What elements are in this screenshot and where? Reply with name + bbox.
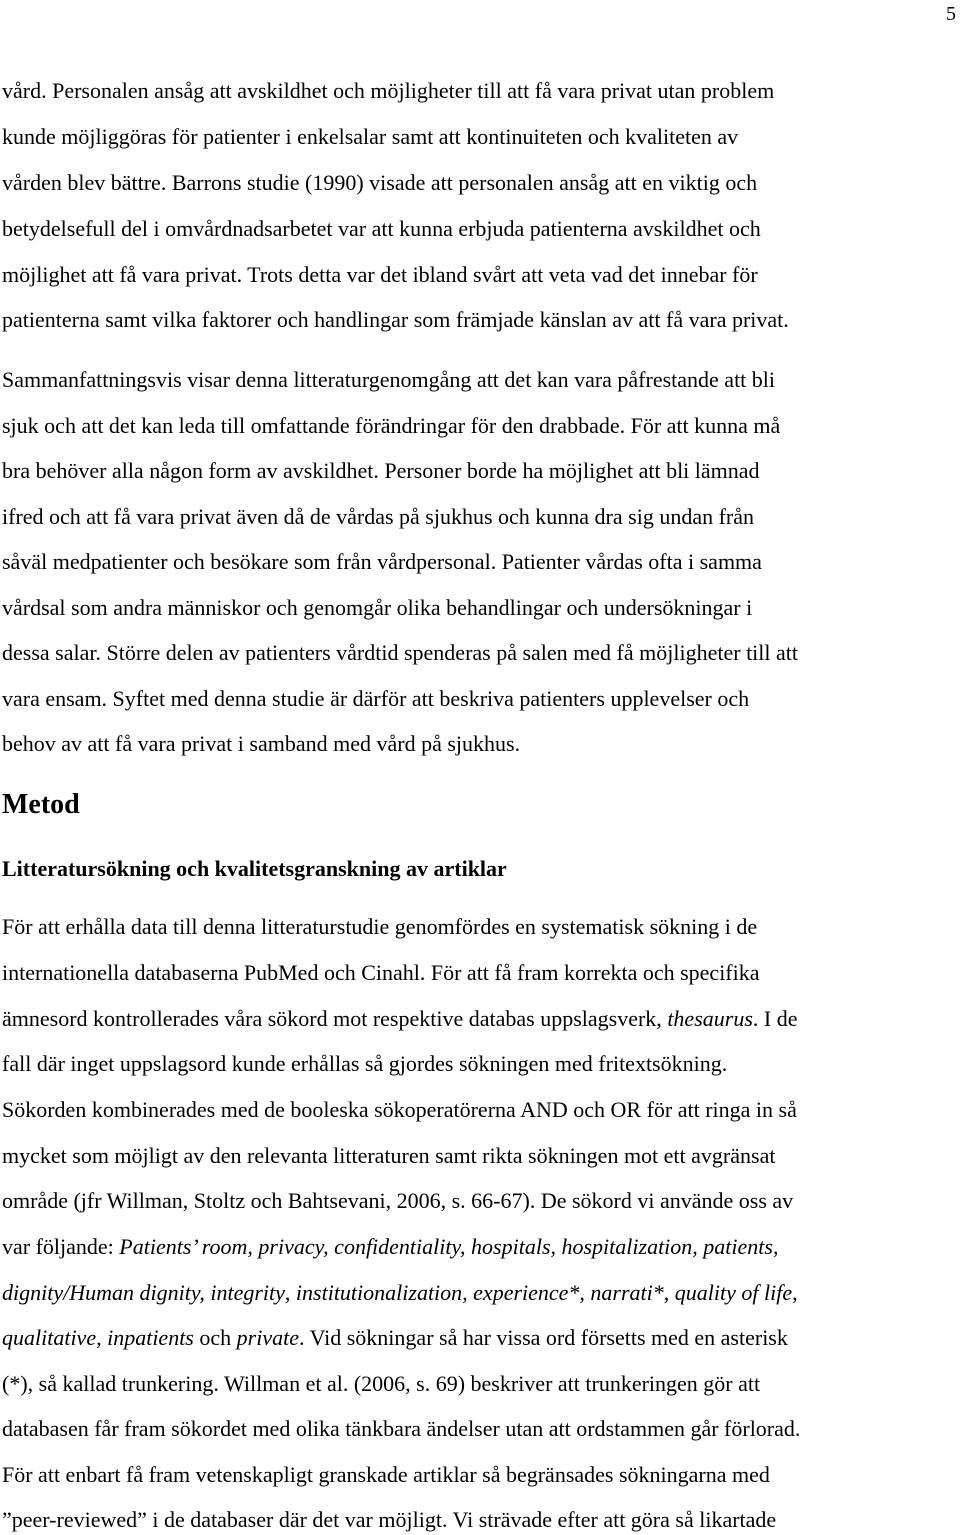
text-line <box>2 1234 778 1260</box>
italic-keywords: institutionalization, experience*, narrati*, quality of life, <box>295 1280 798 1305</box>
text-line: databasen får fram sökordet med olika tänkbara ändelser utan att ordstammen går förlorad. <box>2 1416 801 1441</box>
text-line: sjuk och att det kan leda till omfattande förändringar för den drabbade. För att kunna må <box>2 413 781 438</box>
text-line <box>2 1006 797 1032</box>
text-span: . I de <box>752 1006 798 1031</box>
text-line: behov av att få vara privat i samband med vård på sjukhus. <box>2 731 521 756</box>
italic-keywords: private <box>236 1325 299 1350</box>
italic-keywords: qualitative, inpatients <box>2 1325 194 1350</box>
page-number: 5 <box>946 3 956 25</box>
text-line: vara ensam. Syftet med denna studie är därför att beskriva patienters upplevelser och <box>2 686 750 711</box>
text-line: internationella databaserna PubMed och Cinahl. För att få fram korrekta och specifika <box>2 960 760 985</box>
text-line: vården blev bättre. Barrons studie (1990) visade att personalen ansåg att en viktig och <box>2 170 758 195</box>
text-line: Sökorden kombinerades med de booleska sökoperatörerna AND och OR för att ringa in så <box>2 1097 797 1122</box>
text-line: mycket som möjligt av den relevanta litteraturen samt rikta sökningen mot ett avgränsat <box>2 1143 776 1168</box>
text-line <box>2 1280 798 1306</box>
text-span: , <box>284 1280 296 1305</box>
text-line: bra behöver alla någon form av avskildhet. Personer borde ha möjlighet att bli lämnad <box>2 458 760 483</box>
text-line: område (jfr Willman, Stoltz och Bahtsevani, 2006, s. 66-67). De sökord vi använde oss av <box>2 1188 794 1213</box>
italic-keywords: Patients’ room, privacy, confidentiality, hospitals, hospitalization, patients, <box>119 1234 779 1259</box>
text-line: vårdsal som andra människor och genomgår olika behandlingar och undersökningar i <box>2 595 753 620</box>
text-line: kunde möjliggöras för patienter i enkelsalar samt att kontinuiteten och kvaliteten av <box>2 124 739 149</box>
text-span: . Vid sökningar så har vissa ord försetts med en asterisk <box>298 1325 788 1350</box>
text-line: För att erhålla data till denna litteraturstudie genomfördes en systematisk sökning i de <box>2 914 758 939</box>
text-line: fall där inget uppslagsord kunde erhållas så gjordes sökningen med fritextsökning. <box>2 1051 728 1076</box>
text-line: betydelsefull del i omvårdnadsarbetet var att kunna erbjuda patienterna avskildhet och <box>2 216 761 241</box>
text-line: dessa salar. Större delen av patienters vårdtid spenderas på salen med få möjligheter till att <box>2 640 799 665</box>
text-line: För att enbart få fram vetenskapligt granskade artiklar så begränsades sökningarna med <box>2 1462 770 1487</box>
text-span: och <box>193 1325 237 1350</box>
text-line: ifred och att få vara privat även då de vårdas på sjukhus och kunna dra sig undan från <box>2 504 754 529</box>
text-line: vård. Personalen ansåg att avskildhet och möjligheter till att få vara privat utan problem <box>2 78 775 103</box>
text-line <box>2 1325 788 1351</box>
section-heading: Metod <box>2 789 80 820</box>
italic-term: thesaurus <box>667 1006 753 1031</box>
subsection-heading: Litteratursökning och kvalitetsgranskning av artiklar <box>2 856 507 881</box>
text-line: (*), så kallad trunkering. Willman et al. (2006, s. 69) beskriver att trunkeringen gör att <box>2 1371 761 1396</box>
text-line: möjlighet att få vara privat. Trots detta var det ibland svårt att veta vad det innebar för <box>2 262 758 287</box>
text-span: var följande: <box>2 1234 120 1259</box>
text-line: såväl medpatienter och besökare som från vårdpersonal. Patienter vårdas ofta i samma <box>2 549 762 574</box>
text-line: ”peer-reviewed” i de databaser där det var möjligt. Vi strävade efter att göra så likartade <box>2 1507 777 1532</box>
italic-keywords: dignity/Human dignity, integrity <box>2 1280 285 1305</box>
text-span: ämnesord kontrollerades våra sökord mot respektive databas uppslagsverk, <box>2 1006 668 1031</box>
text-line: patienterna samt vilka faktorer och handlingar som främjade känslan av att få vara privat. <box>2 307 789 332</box>
text-line: Sammanfattningsvis visar denna litteraturgenomgång att det kan vara påfrestande att bli <box>2 367 776 392</box>
